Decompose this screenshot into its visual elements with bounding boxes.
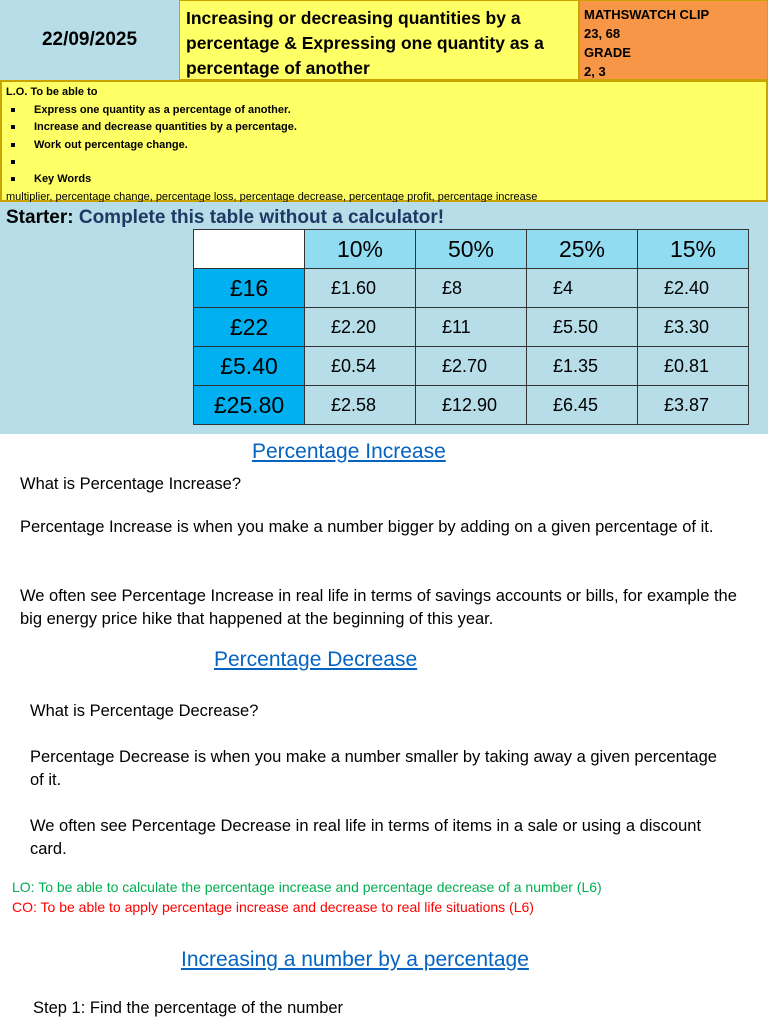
table-cell: £2.70 [416,347,527,386]
decrease-question: What is Percentage Decrease? [30,702,259,720]
table-cell: £3.30 [638,308,749,347]
table-cell: £0.54 [305,347,416,386]
table-cell: £2.58 [305,386,416,425]
objective-item: Increase and decrease quantities by a percentage. [6,119,762,137]
percentage-increase-link[interactable]: Percentage Increase [252,440,446,463]
starter-instruction: Complete this table without a calculator! [78,207,445,228]
column-header: 10% [305,230,416,269]
lesson-date [0,0,179,80]
column-header: 50% [416,230,527,269]
date-text: 22/09/2025 [41,29,138,50]
table-cell: £6.45 [527,386,638,425]
table-row [194,308,749,347]
percentage-decrease-link[interactable]: Percentage Decrease [214,648,418,671]
table-row [194,386,749,425]
row-header: £22 [194,308,305,347]
table-corner-cell [194,230,305,269]
clip-label: MATHSWATCH CLIP [584,7,710,22]
objectives-heading: L.O. To be able to [6,86,98,98]
lo-statement: LO: To be able to calculate the percentage increase and percentage decrease of a number (L6) [12,879,602,895]
starter-title [6,207,444,229]
table-cell: £0.81 [638,347,749,386]
increasing-number-link[interactable]: Increasing a number by a percentage [181,948,529,971]
table-cell: £8 [416,269,527,308]
decrease-example: We often see Percentage Decrease in real life in terms of items in a sale or using a discount card. [30,817,702,858]
method-step-1: Step 1: Find the percentage of the number [33,999,344,1017]
objective-item: Express one quantity as a percentage of another. [6,102,762,120]
percentage-table [193,229,749,425]
row-header: £5.40 [194,347,305,386]
increase-definition: Percentage Increase is when you make a number bigger by adding on a given percentage of it. [20,518,714,536]
table-cell: £5.50 [527,308,638,347]
table-cell: £2.40 [638,269,749,308]
lesson-title [179,0,579,80]
table-row [194,347,749,386]
learning-objectives [0,80,768,202]
title-line-2: percentage & Expressing one quantity as a [186,33,544,53]
column-header: 25% [527,230,638,269]
increase-example: We often see Percentage Increase in real life in terms of savings accounts or bills, for example the big energy price hike that happened at the beginning of this year. [20,587,737,628]
table-header-row [194,230,749,269]
objective-spacer [6,154,762,171]
clip-numbers: 23, 68 [584,26,621,41]
row-header: £25.80 [194,386,305,425]
table-cell: £1.35 [527,347,638,386]
table-cell: £3.87 [638,386,749,425]
grade-label: GRADE [584,45,631,60]
table-cell: £2.20 [305,308,416,347]
grade-values: 2, 3 [584,64,606,79]
mathswatch-box [579,0,768,80]
column-header: 15% [638,230,749,269]
table-cell: £11 [416,308,527,347]
table-row [194,269,749,308]
key-words-label: Key Words [6,171,762,189]
co-statement: CO: To be able to apply percentage increase and decrease to real life situations (L6) [12,899,534,915]
starter-label: Starter: [6,207,74,228]
objective-item: Work out percentage change. [6,137,762,155]
title-line-1: Increasing or decreasing quantities by a [186,8,521,28]
decrease-definition: Percentage Decrease is when you make a number smaller by taking away a given percentage of it. [30,748,717,789]
objectives-list [6,102,762,189]
table-cell: £1.60 [305,269,416,308]
increase-question: What is Percentage Increase? [20,475,242,493]
table-cell: £12.90 [416,386,527,425]
row-header: £16 [194,269,305,308]
key-words-list: multiplier, percentage change, percentage loss, percentage decrease, percentage profit, percentage increase [6,190,538,203]
title-line-3: percentage of another [186,58,370,78]
table-cell: £4 [527,269,638,308]
